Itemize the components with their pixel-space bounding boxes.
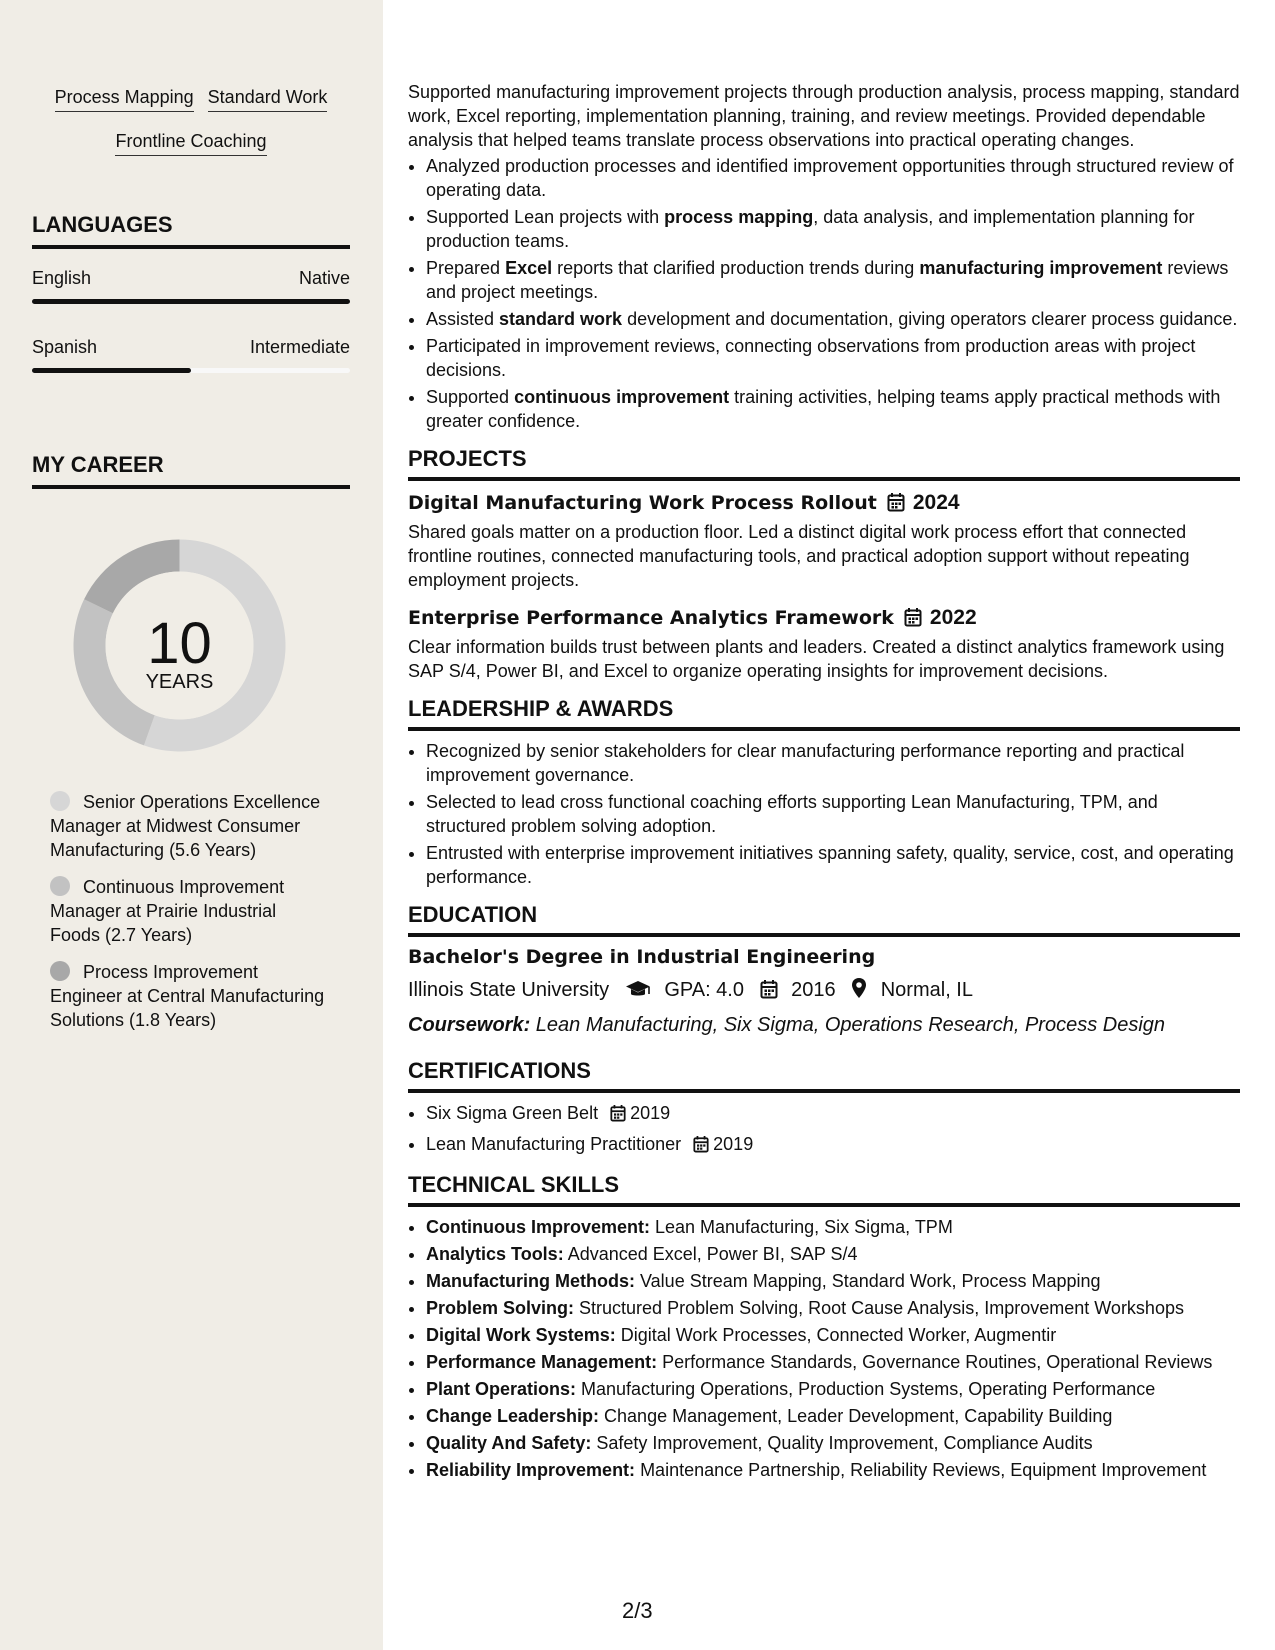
skill-item bbox=[426, 1215, 1240, 1239]
experience-bullet: • Analyzed production processes and identified improvement opportunities through structured review of operating data. bbox=[426, 154, 1240, 202]
certification-item bbox=[426, 1101, 1240, 1128]
skill-item bbox=[426, 1242, 1240, 1266]
certification-item bbox=[426, 1132, 1240, 1159]
career-item bbox=[50, 960, 330, 1032]
leadership-item: • Entrusted with enterprise improvement initiatives spanning safety, quality, service, cost, and operating performance. bbox=[426, 841, 1240, 889]
certification-name: Lean Manufacturing Practitioner bbox=[426, 1134, 682, 1154]
skill-values: Change Management, Leader Development, Capability Building bbox=[599, 1406, 1113, 1426]
skill-item bbox=[426, 1296, 1240, 1320]
skill-values: Advanced Excel, Power BI, SAP S/4 bbox=[563, 1244, 858, 1264]
language-proficiency-bar bbox=[32, 299, 350, 304]
skill-item bbox=[426, 1431, 1240, 1455]
main-content bbox=[408, 80, 1240, 1485]
certification-year: 2019 bbox=[630, 1103, 671, 1123]
certification-name: Six Sigma Green Belt bbox=[426, 1103, 599, 1123]
project-title: Digital Manufacturing Work Process Rollout bbox=[408, 492, 877, 514]
skill-item bbox=[426, 1404, 1240, 1428]
calendar-icon bbox=[610, 1104, 626, 1128]
project-title: Enterprise Performance Analytics Framework bbox=[408, 607, 894, 629]
certification-year: 2019 bbox=[713, 1134, 754, 1154]
language-name: Spanish bbox=[32, 337, 98, 357]
experience-bullet: • Supported continuous improvement training activities, helping teams apply practical methods with greater confidence. bbox=[426, 385, 1240, 433]
certifications-heading: CERTIFICATIONS bbox=[408, 1059, 1240, 1093]
skill-category: Digital Work Systems: bbox=[426, 1325, 616, 1345]
skill-category: Continuous Improvement: bbox=[426, 1217, 650, 1237]
skill-category: Problem Solving: bbox=[426, 1298, 575, 1318]
skill-values: Lean Manufacturing, Six Sigma, TPM bbox=[650, 1217, 953, 1237]
skill-item bbox=[426, 1458, 1240, 1482]
skill-category: Reliability Improvement: bbox=[426, 1460, 636, 1480]
skill-values: Safety Improvement, Quality Improvement, Compliance Audits bbox=[591, 1433, 1093, 1453]
career-item bbox=[50, 790, 330, 862]
experience-bullet: • Assisted standard work development and documentation, giving operators clearer process guidance. bbox=[426, 307, 1240, 331]
experience-bullet: • Participated in improvement reviews, connecting observations from production areas with project decisions. bbox=[426, 334, 1240, 382]
leadership-list bbox=[408, 739, 1240, 889]
leadership-heading: LEADERSHIP & AWARDS bbox=[408, 697, 1240, 731]
location-pin-icon bbox=[851, 977, 867, 1005]
career-legend-dot bbox=[50, 791, 70, 811]
language-name: English bbox=[32, 268, 92, 288]
career-heading: MY CAREER bbox=[32, 452, 350, 489]
experience-summary: Supported manufacturing improvement projects through production analysis, process mapping, standard work, Excel reporting, implementation planning, training, and review meetings. Provided dependable analysis that helped teams translate process observations into practical operating changes. bbox=[408, 82, 1240, 150]
skill-values: Structured Problem Solving, Root Cause Analysis, Improvement Workshops bbox=[574, 1298, 1184, 1318]
coursework-label: Coursework: bbox=[408, 1014, 531, 1036]
skill-item bbox=[426, 1323, 1240, 1347]
skill-tag: Process Mapping bbox=[55, 86, 194, 112]
certifications-list bbox=[408, 1101, 1240, 1159]
skill-item bbox=[426, 1269, 1240, 1293]
project-description: Clear information builds trust between plants and leaders. Created a distinct analytics framework using SAP S/4, Power BI, and Excel to organize operating insights for improvement decisions. bbox=[408, 637, 1225, 681]
leadership-item: • Selected to lead cross functional coaching efforts supporting Lean Manufacturing, TPM, and structured problem solving adoption. bbox=[426, 790, 1240, 838]
skill-category: Plant Operations: bbox=[426, 1379, 577, 1399]
experience-bullets bbox=[408, 154, 1240, 433]
project-year: 2024 bbox=[912, 491, 960, 514]
education-details bbox=[408, 977, 1240, 1005]
language-proficiency-fill bbox=[32, 299, 350, 304]
education-coursework bbox=[408, 1013, 1240, 1037]
projects-heading: PROJECTS bbox=[408, 447, 1240, 481]
skill-values: Maintenance Partnership, Reliability Reviews, Equipment Improvement bbox=[635, 1460, 1207, 1480]
education-degree: Bachelor's Degree in Industrial Engineering bbox=[408, 946, 876, 968]
skill-category: Performance Management: bbox=[426, 1352, 658, 1372]
skill-category: Analytics Tools: bbox=[426, 1244, 564, 1264]
career-item bbox=[50, 875, 330, 947]
experience-bullet: • Prepared Excel reports that clarified production trends during manufacturing improvement reviews and project meetings. bbox=[426, 256, 1240, 304]
skill-values: Performance Standards, Governance Routines, Operational Reviews bbox=[657, 1352, 1213, 1372]
skill-values: Digital Work Processes, Connected Worker, Augmentir bbox=[615, 1325, 1057, 1345]
education-school: Illinois State University bbox=[408, 979, 610, 1001]
calendar-icon bbox=[760, 979, 778, 1005]
career-item-text: Senior Operations Excellence Manager at Midwest Consumer Manufacturing (5.6 Years) bbox=[50, 792, 321, 860]
experience-bullet: • Supported Lean projects with process mapping, data analysis, and implementation planning for production teams. bbox=[426, 205, 1240, 253]
career-legend-dot bbox=[50, 961, 70, 981]
project-description: Shared goals matter on a production floor. Led a distinct digital work process effort that connected frontline routines, connected manufacturing tools, and practical adoption support without repeating employment projects. bbox=[408, 522, 1190, 590]
skill-tag: Frontline Coaching bbox=[115, 130, 266, 156]
skill-values: Manufacturing Operations, Production Systems, Operating Performance bbox=[576, 1379, 1156, 1399]
skill-tag: Standard Work bbox=[208, 86, 328, 112]
language-level: Intermediate bbox=[249, 337, 350, 357]
language-proficiency-bar bbox=[32, 368, 350, 373]
language-english bbox=[32, 268, 350, 304]
calendar-icon bbox=[693, 1135, 709, 1159]
technical-skills-list bbox=[408, 1215, 1240, 1482]
career-item-text: Continuous Improvement Manager at Prairie Industrial Foods (2.7 Years) bbox=[50, 877, 285, 945]
skill-category: Change Leadership: bbox=[426, 1406, 600, 1426]
language-level: Native bbox=[298, 268, 350, 288]
career-legend-dot bbox=[50, 876, 70, 896]
leadership-item: • Recognized by senior stakeholders for clear manufacturing performance reporting and practical improvement governance. bbox=[426, 739, 1240, 787]
calendar-icon bbox=[904, 607, 922, 633]
languages-heading: LANGUAGES bbox=[32, 212, 350, 249]
project-item bbox=[408, 606, 1240, 683]
skill-category: Quality And Safety: bbox=[426, 1433, 592, 1453]
career-item-text: Process Improvement Engineer at Central Manufacturing Solutions (1.8 Years) bbox=[50, 962, 325, 1030]
education-year: 2016 bbox=[791, 979, 836, 1001]
skill-item bbox=[426, 1377, 1240, 1401]
education-heading: EDUCATION bbox=[408, 903, 1240, 937]
language-proficiency-fill bbox=[32, 368, 191, 373]
education-gpa: GPA: 4.0 bbox=[664, 979, 744, 1001]
technical-skills-heading: TECHNICAL SKILLS bbox=[408, 1173, 1240, 1207]
calendar-icon bbox=[887, 492, 905, 518]
skill-values: Value Stream Mapping, Standard Work, Process Mapping bbox=[635, 1271, 1101, 1291]
career-list bbox=[50, 790, 330, 1045]
project-year: 2022 bbox=[929, 606, 977, 629]
skill-tags bbox=[32, 86, 350, 174]
page-number: 2/3 bbox=[622, 1598, 653, 1623]
skill-category: Manufacturing Methods: bbox=[426, 1271, 635, 1291]
career-years-number: 10 bbox=[147, 611, 212, 676]
language-spanish bbox=[32, 337, 350, 373]
career-donut-chart bbox=[62, 528, 297, 763]
career-years-unit: YEARS bbox=[145, 671, 214, 693]
sidebar bbox=[0, 0, 383, 1650]
coursework-list: Lean Manufacturing, Six Sigma, Operations Research, Process Design bbox=[530, 1014, 1166, 1036]
skill-item bbox=[426, 1350, 1240, 1374]
graduation-cap-icon bbox=[625, 979, 651, 1005]
project-item bbox=[408, 491, 1240, 592]
education-location: Normal, IL bbox=[880, 979, 973, 1001]
